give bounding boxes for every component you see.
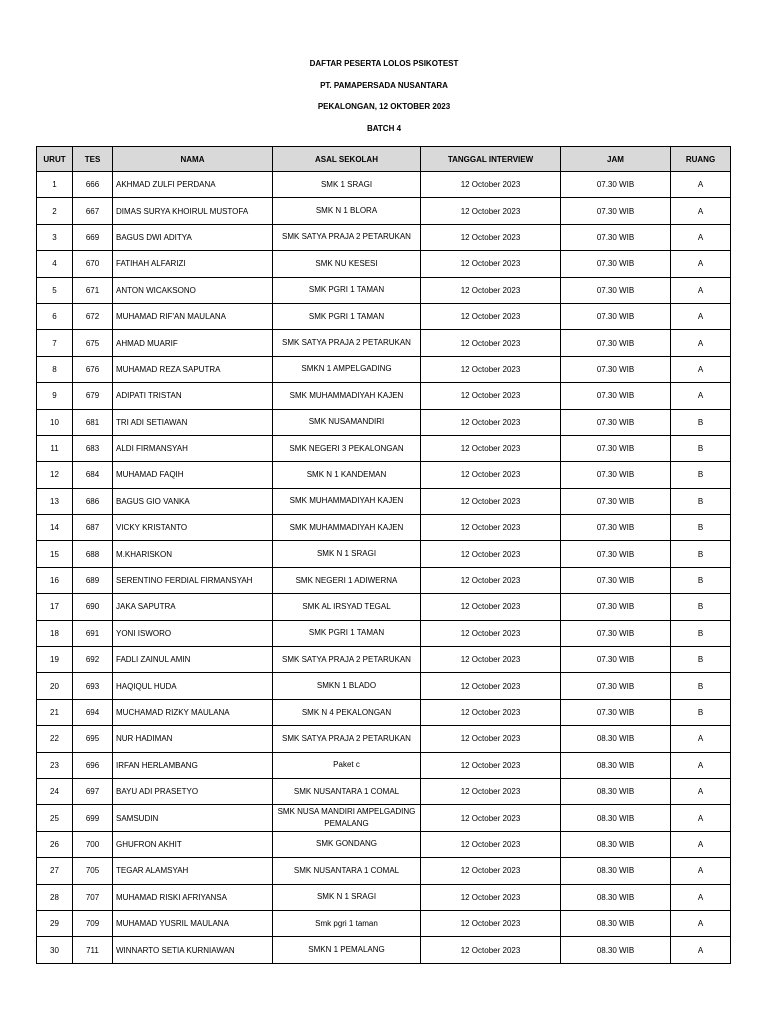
cell-urut: 17 — [37, 594, 73, 620]
cell-asal-sekolah: Paket c — [273, 752, 421, 778]
cell-tes: 669 — [73, 224, 113, 250]
cell-asal-sekolah: SMK MUHAMMADIYAH KAJEN — [273, 515, 421, 541]
cell-ruang: A — [671, 910, 731, 936]
cell-nama: MUHAMAD RISKI AFRIYANSA — [113, 884, 273, 910]
cell-ruang: A — [671, 356, 731, 382]
cell-jam: 07.30 WIB — [561, 435, 671, 461]
cell-asal-sekolah: SMK N 1 SRAGI — [273, 884, 421, 910]
cell-asal-sekolah: SMK MUHAMMADIYAH KAJEN — [273, 383, 421, 409]
cell-nama: MUHAMAD FAQIH — [113, 462, 273, 488]
cell-asal-sekolah: SMK NU KESESI — [273, 251, 421, 277]
cell-jam: 07.30 WIB — [561, 383, 671, 409]
cell-jam: 08.30 WIB — [561, 778, 671, 804]
cell-urut: 23 — [37, 752, 73, 778]
cell-ruang: B — [671, 594, 731, 620]
cell-ruang: B — [671, 435, 731, 461]
cell-urut: 5 — [37, 277, 73, 303]
cell-nama: FATIHAH ALFARIZI — [113, 251, 273, 277]
table-row — [37, 699, 731, 725]
cell-asal-sekolah: SMKN 1 BLADO — [273, 673, 421, 699]
cell-tanggal-interview: 12 October 2023 — [421, 620, 561, 646]
company-name: PT. PAMAPERSADA NUSANTARA — [320, 80, 448, 90]
cell-urut: 8 — [37, 356, 73, 382]
cell-tes: 675 — [73, 330, 113, 356]
cell-urut: 30 — [37, 937, 73, 963]
cell-nama: GHUFRON AKHIT — [113, 831, 273, 857]
cell-jam: 08.30 WIB — [561, 726, 671, 752]
cell-tanggal-interview: 12 October 2023 — [421, 699, 561, 725]
cell-jam: 07.30 WIB — [561, 515, 671, 541]
cell-ruang: A — [671, 831, 731, 857]
cell-ruang: A — [671, 884, 731, 910]
cell-ruang: A — [671, 303, 731, 329]
cell-ruang: B — [671, 647, 731, 673]
cell-asal-sekolah: SMK NUSA MANDIRI AMPELGADING PEMALANG — [273, 805, 421, 831]
table-row — [37, 831, 731, 857]
table-row — [37, 356, 731, 382]
table-row — [37, 383, 731, 409]
cell-jam: 07.30 WIB — [561, 567, 671, 593]
cell-asal-sekolah: SMK N 4 PEKALONGAN — [273, 699, 421, 725]
column-header-jam: JAM — [561, 147, 671, 172]
cell-asal-sekolah: SMK NEGERI 1 ADIWERNA — [273, 567, 421, 593]
cell-jam: 07.30 WIB — [561, 303, 671, 329]
cell-tanggal-interview: 12 October 2023 — [421, 277, 561, 303]
cell-tes: 688 — [73, 541, 113, 567]
cell-asal-sekolah: SMKN 1 PEMALANG — [273, 937, 421, 963]
cell-jam: 08.30 WIB — [561, 858, 671, 884]
table-row — [37, 910, 731, 936]
cell-tanggal-interview: 12 October 2023 — [421, 778, 561, 804]
table-row — [37, 937, 731, 963]
cell-nama: ADIPATI TRISTAN — [113, 383, 273, 409]
cell-tanggal-interview: 12 October 2023 — [421, 541, 561, 567]
table-row — [37, 858, 731, 884]
document-header — [0, 57, 768, 143]
cell-ruang: A — [671, 277, 731, 303]
cell-jam: 07.30 WIB — [561, 488, 671, 514]
column-header-nama: NAMA — [113, 147, 273, 172]
cell-nama: TEGAR ALAMSYAH — [113, 858, 273, 884]
cell-jam: 07.30 WIB — [561, 620, 671, 646]
cell-urut: 3 — [37, 224, 73, 250]
cell-tanggal-interview: 12 October 2023 — [421, 303, 561, 329]
cell-asal-sekolah: SMK NUSANTARA 1 COMAL — [273, 858, 421, 884]
cell-tes: 711 — [73, 937, 113, 963]
cell-tes: 692 — [73, 647, 113, 673]
cell-tanggal-interview: 12 October 2023 — [421, 409, 561, 435]
table-row — [37, 752, 731, 778]
cell-tanggal-interview: 12 October 2023 — [421, 567, 561, 593]
cell-asal-sekolah: SMK NUSAMANDIRI — [273, 409, 421, 435]
cell-asal-sekolah: SMK N 1 SRAGI — [273, 541, 421, 567]
cell-tanggal-interview: 12 October 2023 — [421, 356, 561, 382]
table-row — [37, 515, 731, 541]
cell-asal-sekolah: SMK N 1 BLORA — [273, 198, 421, 224]
cell-tanggal-interview: 12 October 2023 — [421, 805, 561, 831]
batch-label: BATCH 4 — [366, 123, 402, 133]
cell-ruang: B — [671, 409, 731, 435]
table-row — [37, 805, 731, 831]
cell-urut: 11 — [37, 435, 73, 461]
cell-ruang: A — [671, 172, 731, 198]
cell-tes: 679 — [73, 383, 113, 409]
cell-urut: 21 — [37, 699, 73, 725]
cell-ruang: A — [671, 726, 731, 752]
cell-asal-sekolah: SMK N 1 KANDEMAN — [273, 462, 421, 488]
cell-asal-sekolah: SMK 1 SRAGI — [273, 172, 421, 198]
cell-urut: 9 — [37, 383, 73, 409]
cell-nama: BAGUS GIO VANKA — [113, 488, 273, 514]
cell-tes: 697 — [73, 778, 113, 804]
cell-urut: 2 — [37, 198, 73, 224]
cell-jam: 07.30 WIB — [561, 409, 671, 435]
table-row — [37, 435, 731, 461]
cell-tanggal-interview: 12 October 2023 — [421, 910, 561, 936]
cell-tes: 666 — [73, 172, 113, 198]
cell-ruang: A — [671, 752, 731, 778]
cell-jam: 08.30 WIB — [561, 831, 671, 857]
cell-urut: 14 — [37, 515, 73, 541]
cell-nama: DIMAS SURYA KHOIRUL MUSTOFA — [113, 198, 273, 224]
cell-tes: 699 — [73, 805, 113, 831]
cell-asal-sekolah: SMK PGRI 1 TAMAN — [273, 620, 421, 646]
cell-asal-sekolah: SMK SATYA PRAJA 2 PETARUKAN — [273, 647, 421, 673]
cell-ruang: B — [671, 620, 731, 646]
cell-tanggal-interview: 12 October 2023 — [421, 383, 561, 409]
cell-urut: 16 — [37, 567, 73, 593]
table-row — [37, 330, 731, 356]
cell-ruang: B — [671, 462, 731, 488]
cell-ruang: A — [671, 251, 731, 277]
cell-tanggal-interview: 12 October 2023 — [421, 488, 561, 514]
cell-tes: 705 — [73, 858, 113, 884]
cell-tanggal-interview: 12 October 2023 — [421, 884, 561, 910]
table-row — [37, 198, 731, 224]
cell-asal-sekolah: SMK GONDANG — [273, 831, 421, 857]
document-title: DAFTAR PESERTA LOLOS PSIKOTEST — [309, 59, 459, 68]
cell-ruang: B — [671, 541, 731, 567]
cell-asal-sekolah: SMK NUSANTARA 1 COMAL — [273, 778, 421, 804]
cell-tanggal-interview: 12 October 2023 — [421, 330, 561, 356]
cell-tanggal-interview: 12 October 2023 — [421, 726, 561, 752]
cell-tes: 684 — [73, 462, 113, 488]
cell-tanggal-interview: 12 October 2023 — [421, 673, 561, 699]
table-row — [37, 620, 731, 646]
table-row — [37, 726, 731, 752]
cell-tes: 707 — [73, 884, 113, 910]
cell-urut: 22 — [37, 726, 73, 752]
cell-tes: 694 — [73, 699, 113, 725]
cell-urut: 24 — [37, 778, 73, 804]
cell-urut: 10 — [37, 409, 73, 435]
cell-nama: M.KHARISKON — [113, 541, 273, 567]
table-row — [37, 884, 731, 910]
participant-table — [36, 146, 731, 964]
cell-nama: TRI ADI SETIAWAN — [113, 409, 273, 435]
cell-asal-sekolah: SMK SATYA PRAJA 2 PETARUKAN — [273, 224, 421, 250]
table-row — [37, 778, 731, 804]
cell-tanggal-interview: 12 October 2023 — [421, 594, 561, 620]
table-row — [37, 224, 731, 250]
cell-nama: MUHAMAD REZA SAPUTRA — [113, 356, 273, 382]
cell-ruang: B — [671, 567, 731, 593]
cell-nama: HAQIQUL HUDA — [113, 673, 273, 699]
cell-urut: 6 — [37, 303, 73, 329]
table-row — [37, 488, 731, 514]
cell-nama: NUR HADIMAN — [113, 726, 273, 752]
cell-ruang: B — [671, 673, 731, 699]
cell-asal-sekolah: SMK SATYA PRAJA 2 PETARUKAN — [273, 726, 421, 752]
column-header-urut: URUT — [37, 147, 73, 172]
cell-ruang: A — [671, 805, 731, 831]
cell-nama: JAKA SAPUTRA — [113, 594, 273, 620]
cell-tes: 683 — [73, 435, 113, 461]
column-header-ruang: RUANG — [671, 147, 731, 172]
cell-tanggal-interview: 12 October 2023 — [421, 172, 561, 198]
cell-tes: 689 — [73, 567, 113, 593]
cell-jam: 07.30 WIB — [561, 541, 671, 567]
cell-nama: AHMAD MUARIF — [113, 330, 273, 356]
table-body — [37, 172, 731, 964]
cell-asal-sekolah: SMK PGRI 1 TAMAN — [273, 303, 421, 329]
cell-jam: 07.30 WIB — [561, 594, 671, 620]
cell-asal-sekolah: SMK AL IRSYAD TEGAL — [273, 594, 421, 620]
cell-nama: MUHAMAD YUSRIL MAULANA — [113, 910, 273, 936]
table-row — [37, 541, 731, 567]
cell-tes: 709 — [73, 910, 113, 936]
table-row — [37, 594, 731, 620]
cell-nama: VICKY KRISTANTO — [113, 515, 273, 541]
cell-tanggal-interview: 12 October 2023 — [421, 752, 561, 778]
cell-tes: 687 — [73, 515, 113, 541]
cell-nama: WINNARTO SETIA KURNIAWAN — [113, 937, 273, 963]
cell-asal-sekolah: SMK NEGERI 3 PEKALONGAN — [273, 435, 421, 461]
cell-tes: 691 — [73, 620, 113, 646]
cell-ruang: A — [671, 937, 731, 963]
cell-urut: 1 — [37, 172, 73, 198]
cell-ruang: B — [671, 699, 731, 725]
cell-tes: 690 — [73, 594, 113, 620]
cell-urut: 19 — [37, 647, 73, 673]
cell-jam: 07.30 WIB — [561, 673, 671, 699]
cell-tanggal-interview: 12 October 2023 — [421, 251, 561, 277]
cell-urut: 28 — [37, 884, 73, 910]
table-row — [37, 462, 731, 488]
cell-tanggal-interview: 12 October 2023 — [421, 858, 561, 884]
cell-urut: 4 — [37, 251, 73, 277]
cell-tanggal-interview: 12 October 2023 — [421, 435, 561, 461]
cell-nama: SAMSUDIN — [113, 805, 273, 831]
cell-ruang: A — [671, 198, 731, 224]
table-row — [37, 277, 731, 303]
cell-ruang: A — [671, 224, 731, 250]
cell-jam: 08.30 WIB — [561, 910, 671, 936]
cell-urut: 7 — [37, 330, 73, 356]
cell-ruang: A — [671, 778, 731, 804]
cell-asal-sekolah: SMK SATYA PRAJA 2 PETARUKAN — [273, 330, 421, 356]
cell-tanggal-interview: 12 October 2023 — [421, 198, 561, 224]
cell-tes: 695 — [73, 726, 113, 752]
table-header — [37, 147, 731, 172]
cell-nama: BAYU ADI PRASETYO — [113, 778, 273, 804]
table-row — [37, 673, 731, 699]
cell-nama: MUCHAMAD RIZKY MAULANA — [113, 699, 273, 725]
cell-jam: 07.30 WIB — [561, 172, 671, 198]
cell-tes: 672 — [73, 303, 113, 329]
cell-asal-sekolah: SMKN 1 AMPELGADING — [273, 356, 421, 382]
cell-tes: 693 — [73, 673, 113, 699]
table-row — [37, 409, 731, 435]
cell-asal-sekolah: SMK PGRI 1 TAMAN — [273, 277, 421, 303]
cell-jam: 08.30 WIB — [561, 937, 671, 963]
cell-jam: 07.30 WIB — [561, 251, 671, 277]
cell-jam: 08.30 WIB — [561, 805, 671, 831]
cell-ruang: B — [671, 488, 731, 514]
cell-ruang: A — [671, 330, 731, 356]
cell-tes: 696 — [73, 752, 113, 778]
column-header-tes: TES — [73, 147, 113, 172]
cell-tes: 676 — [73, 356, 113, 382]
cell-urut: 20 — [37, 673, 73, 699]
cell-ruang: B — [671, 515, 731, 541]
cell-asal-sekolah: SMK MUHAMMADIYAH KAJEN — [273, 488, 421, 514]
cell-urut: 27 — [37, 858, 73, 884]
column-header-tanggal-interview: TANGGAL INTERVIEW — [421, 147, 561, 172]
cell-nama: ALDI FIRMANSYAH — [113, 435, 273, 461]
cell-tes: 667 — [73, 198, 113, 224]
cell-nama: FADLI ZAINUL AMIN — [113, 647, 273, 673]
cell-ruang: A — [671, 383, 731, 409]
cell-tanggal-interview: 12 October 2023 — [421, 831, 561, 857]
header-row — [37, 147, 731, 172]
cell-jam: 08.30 WIB — [561, 884, 671, 910]
cell-nama: ANTON WICAKSONO — [113, 277, 273, 303]
cell-ruang: A — [671, 858, 731, 884]
cell-jam: 07.30 WIB — [561, 198, 671, 224]
cell-jam: 07.30 WIB — [561, 462, 671, 488]
cell-jam: 08.30 WIB — [561, 752, 671, 778]
cell-tes: 670 — [73, 251, 113, 277]
table-row — [37, 567, 731, 593]
cell-tanggal-interview: 12 October 2023 — [421, 224, 561, 250]
cell-tes: 681 — [73, 409, 113, 435]
cell-jam: 07.30 WIB — [561, 330, 671, 356]
cell-jam: 07.30 WIB — [561, 647, 671, 673]
cell-urut: 25 — [37, 805, 73, 831]
cell-urut: 13 — [37, 488, 73, 514]
cell-nama: IRFAN HERLAMBANG — [113, 752, 273, 778]
cell-tanggal-interview: 12 October 2023 — [421, 647, 561, 673]
cell-nama: AKHMAD ZULFI PERDANA — [113, 172, 273, 198]
table-row — [37, 172, 731, 198]
cell-urut: 15 — [37, 541, 73, 567]
cell-tanggal-interview: 12 October 2023 — [421, 462, 561, 488]
cell-urut: 18 — [37, 620, 73, 646]
cell-urut: 29 — [37, 910, 73, 936]
cell-tanggal-interview: 12 October 2023 — [421, 937, 561, 963]
cell-nama: SERENTINO FERDIAL FIRMANSYAH — [113, 567, 273, 593]
table-row — [37, 251, 731, 277]
column-header-asal-sekolah: ASAL SEKOLAH — [273, 147, 421, 172]
cell-tes: 671 — [73, 277, 113, 303]
cell-urut: 26 — [37, 831, 73, 857]
cell-jam: 07.30 WIB — [561, 356, 671, 382]
cell-tes: 700 — [73, 831, 113, 857]
place-date: PEKALONGAN, 12 OKTOBER 2023 — [317, 102, 451, 111]
cell-nama: BAGUS DWI ADITYA — [113, 224, 273, 250]
cell-asal-sekolah: Smk pgri 1 taman — [273, 910, 421, 936]
table-row — [37, 647, 731, 673]
cell-jam: 07.30 WIB — [561, 699, 671, 725]
cell-tes: 686 — [73, 488, 113, 514]
cell-jam: 07.30 WIB — [561, 224, 671, 250]
cell-tanggal-interview: 12 October 2023 — [421, 515, 561, 541]
cell-jam: 07.30 WIB — [561, 277, 671, 303]
cell-nama: YONI ISWORO — [113, 620, 273, 646]
table-row — [37, 303, 731, 329]
cell-urut: 12 — [37, 462, 73, 488]
cell-nama: MUHAMAD RIF'AN MAULANA — [113, 303, 273, 329]
